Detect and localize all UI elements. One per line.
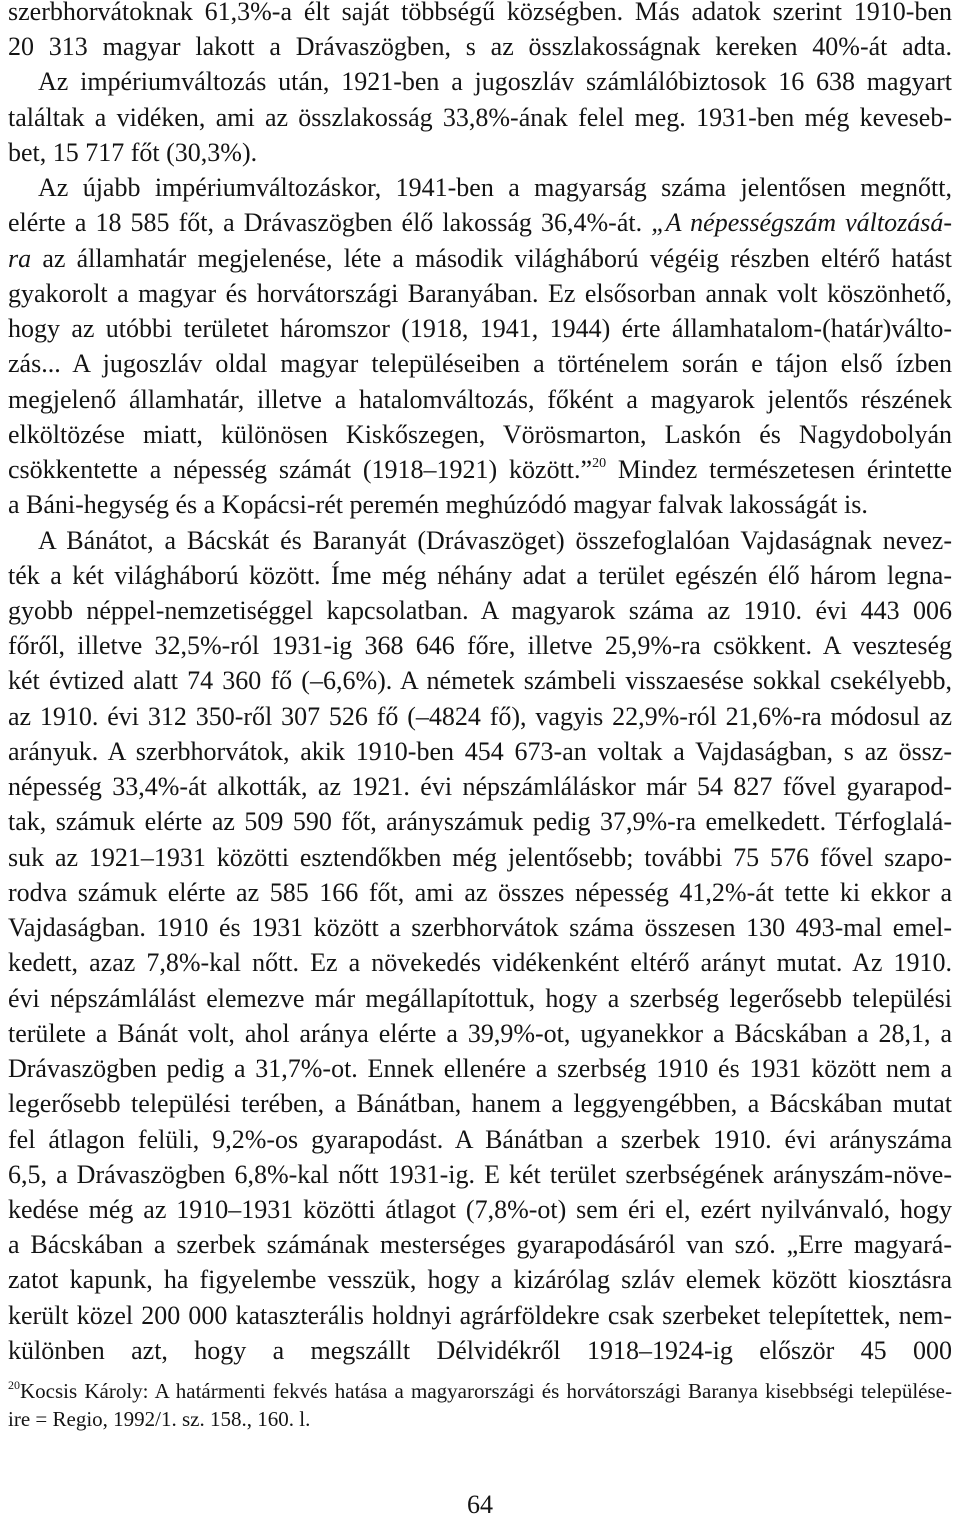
body-text xyxy=(8,0,952,1368)
text-line: Vajdaságban. 1910 és 1931 között a szerbhorvátok száma összesen 130 493-mal emel- xyxy=(8,913,952,943)
footnote-reference: 20 xyxy=(592,456,607,472)
footnote-marker: 20 xyxy=(8,1378,20,1392)
paragraph xyxy=(8,170,952,522)
paragraph xyxy=(8,0,952,64)
text-line: arányuk. A szerbhorvátok, akik 1910-ben 454 673-an voltak a Vajdaságban, s az össz- xyxy=(8,736,952,766)
text-line: zás... A jugoszláv oldal magyar településeiben a történelem során e tájon első ízben xyxy=(8,349,952,379)
text-line: Az impériumváltozás után, 1921-ben a jugoszláv számlálóbiztosok 16 638 magyart xyxy=(38,67,952,97)
text-line: területe a Bánát volt, ahol aránya elérte a 39,9%-ot, ugyanekkor a Bácskában a 28,1, a xyxy=(8,1018,952,1048)
text-line: a Báni-hegység és a Kopácsi-rét peremén meghúzódó magyar falvak lakosságát is. xyxy=(8,490,868,520)
paragraph xyxy=(8,523,952,1369)
text-line xyxy=(8,452,952,487)
text-line: 20 313 magyar lakott a Drávaszögben, s az összlakosságnak kereken 40%-át adta. xyxy=(8,32,952,62)
line-text: elérte a 18 585 főt, a Drávaszögben élő lakosság 36,4%-át. xyxy=(8,208,652,238)
line-text: csökkentette a népesség számát (1918–1921) között.” xyxy=(8,455,593,485)
text-line: évi népszámlálást elemezve már megállapítottuk, hogy a szerbség legerősebb települési xyxy=(8,983,952,1013)
text-line: az 1910. évi 312 350-ről 307 526 fő (–4824 fő), vagyis 22,9%-ról 21,6%-ra módosul az xyxy=(8,701,952,731)
text-line: suk az 1921–1931 közötti esztendőkben még jelentősebb; további 75 576 fővel szapo- xyxy=(8,842,952,872)
text-line xyxy=(8,205,952,240)
text-line: megjelenő államhatár, illetve a hatalomváltozás, főként a magyarok jelentős részének xyxy=(8,384,952,414)
text-line xyxy=(8,241,952,276)
text-line: elköltözése miatt, különösen Kiskőszegen, Vörösmarton, Laskón és Nagydobolyán xyxy=(8,419,952,449)
text-line: két évtized alatt 74 360 fő (–6,6%). A németek számbeli visszaesése sokkal csekélyebb, xyxy=(8,666,952,696)
text-line: rodva számuk elérte az 585 166 főt, ami az összes népesség 41,2%-át tette ki ekkor a xyxy=(8,877,952,907)
text-line: fel átlagon felüli, 9,2%-os gyarapodást. A Bánátban a szerbek 1910. évi arányszáma xyxy=(8,1124,952,1154)
text-line: Az újabb impériumváltozáskor, 1941-ben a magyarság száma jelentősen megnőtt, xyxy=(38,173,952,203)
text-line: különben azt, hogy a megszállt Délvidékről 1918–1924-ig először 45 000 xyxy=(8,1335,952,1365)
line-text: Mindez természetesen érintette xyxy=(606,455,952,485)
footnote-text: Kocsis Károly: A határmenti fekvés hatása a magyarországi és horvátországi Baranya kisebbségi települése- xyxy=(20,1379,952,1403)
text-line: A Bánátot, a Bácskát és Baranyát (Drávaszöget) összefoglalóan Vajdaságnak nevez- xyxy=(38,525,952,555)
quotation-italic: „A népességszám változásá- xyxy=(651,208,952,238)
text-line: zatot kapunk, ha figyelembe vesszük, hogy a kizárólag szláv elemek között kiosztásra xyxy=(8,1265,952,1295)
text-line: gyakorolt a magyar és horvátországi Baranyában. Ez elsősorban annak volt köszönhető, xyxy=(8,278,952,308)
footnote-line xyxy=(8,1377,952,1405)
text-line: hogy az utóbbi területet háromszor (1918, 1941, 1944) érte államhatalom-(határ)válto- xyxy=(8,314,952,344)
paragraph xyxy=(8,64,952,170)
text-line: főről, illetve 32,5%-ról 1931-ig 368 646 főre, illetve 25,9%-ra csökkent. A veszteség xyxy=(8,631,952,661)
text-line: Drávaszögben pedig a 31,7%-ot. Ennek ellenére a szerbség 1910 és 1931 között nem a xyxy=(8,1054,952,1084)
text-line: szerbhorvátoknak 61,3%-a élt saját többségű községben. Más adatok szerint 1910-ben xyxy=(8,0,952,26)
footnote-line: ire = Regio, 1992/1. sz. 158., 160. l. xyxy=(8,1407,311,1431)
text-line: kedése még az 1910–1931 közötti átlagot (7,8%-ot) sem éri el, ezért nyilvánvaló, hogy xyxy=(8,1194,952,1224)
text-line: a Bácskában a szerbek számának mesterséges gyarapodásáról van szó. „Erre magyará- xyxy=(8,1230,952,1260)
text-line: bet, 15 717 főt (30,3%). xyxy=(8,137,258,167)
quotation-italic: ra xyxy=(8,243,32,273)
text-line: gyobb néppel-nemzetiséggel kapcsolatban. A magyarok száma az 1910. évi 443 006 xyxy=(8,595,952,625)
page-number: 64 xyxy=(467,1490,493,1519)
line-text: az államhatár megjelenése, léte a második világháború végéig részben eltérő hatást xyxy=(31,243,952,273)
text-line: ték a két világháború között. Íme még néhány adat a terület egészén élő három legna- xyxy=(8,560,952,590)
text-line: került közel 200 000 kataszterális holdnyi agrárföldekre csak szerbeket telepítettek, nem- xyxy=(8,1300,952,1330)
text-line: 6,5, a Drávaszögben 6,8%-kal nőtt 1931-ig. E két terület szerbségének arányszám-növe- xyxy=(8,1159,952,1189)
text-line: tak, számuk elérte az 509 590 főt, arányszámuk pedig 37,9%-ra emelkedett. Térfoglalá- xyxy=(8,807,952,837)
text-line: legerősebb települési terében, a Bánátban, hanem a leggyengébben, a Bácskában mutat xyxy=(8,1089,952,1119)
text-line: népesség 33,4%-át alkották, az 1921. évi népszámláláskor már 54 827 fővel gyarapod- xyxy=(8,772,952,802)
footnote xyxy=(8,1377,952,1433)
text-line: találtak a vidéken, ami az összlakosság 33,8%-ának felel meg. 1931-ben még keveseb- xyxy=(8,102,952,132)
text-line: kedett, azaz 7,8%-kal nőtt. Ez a növekedés vidékenként eltérő arányt mutat. Az 1910. xyxy=(8,948,952,978)
